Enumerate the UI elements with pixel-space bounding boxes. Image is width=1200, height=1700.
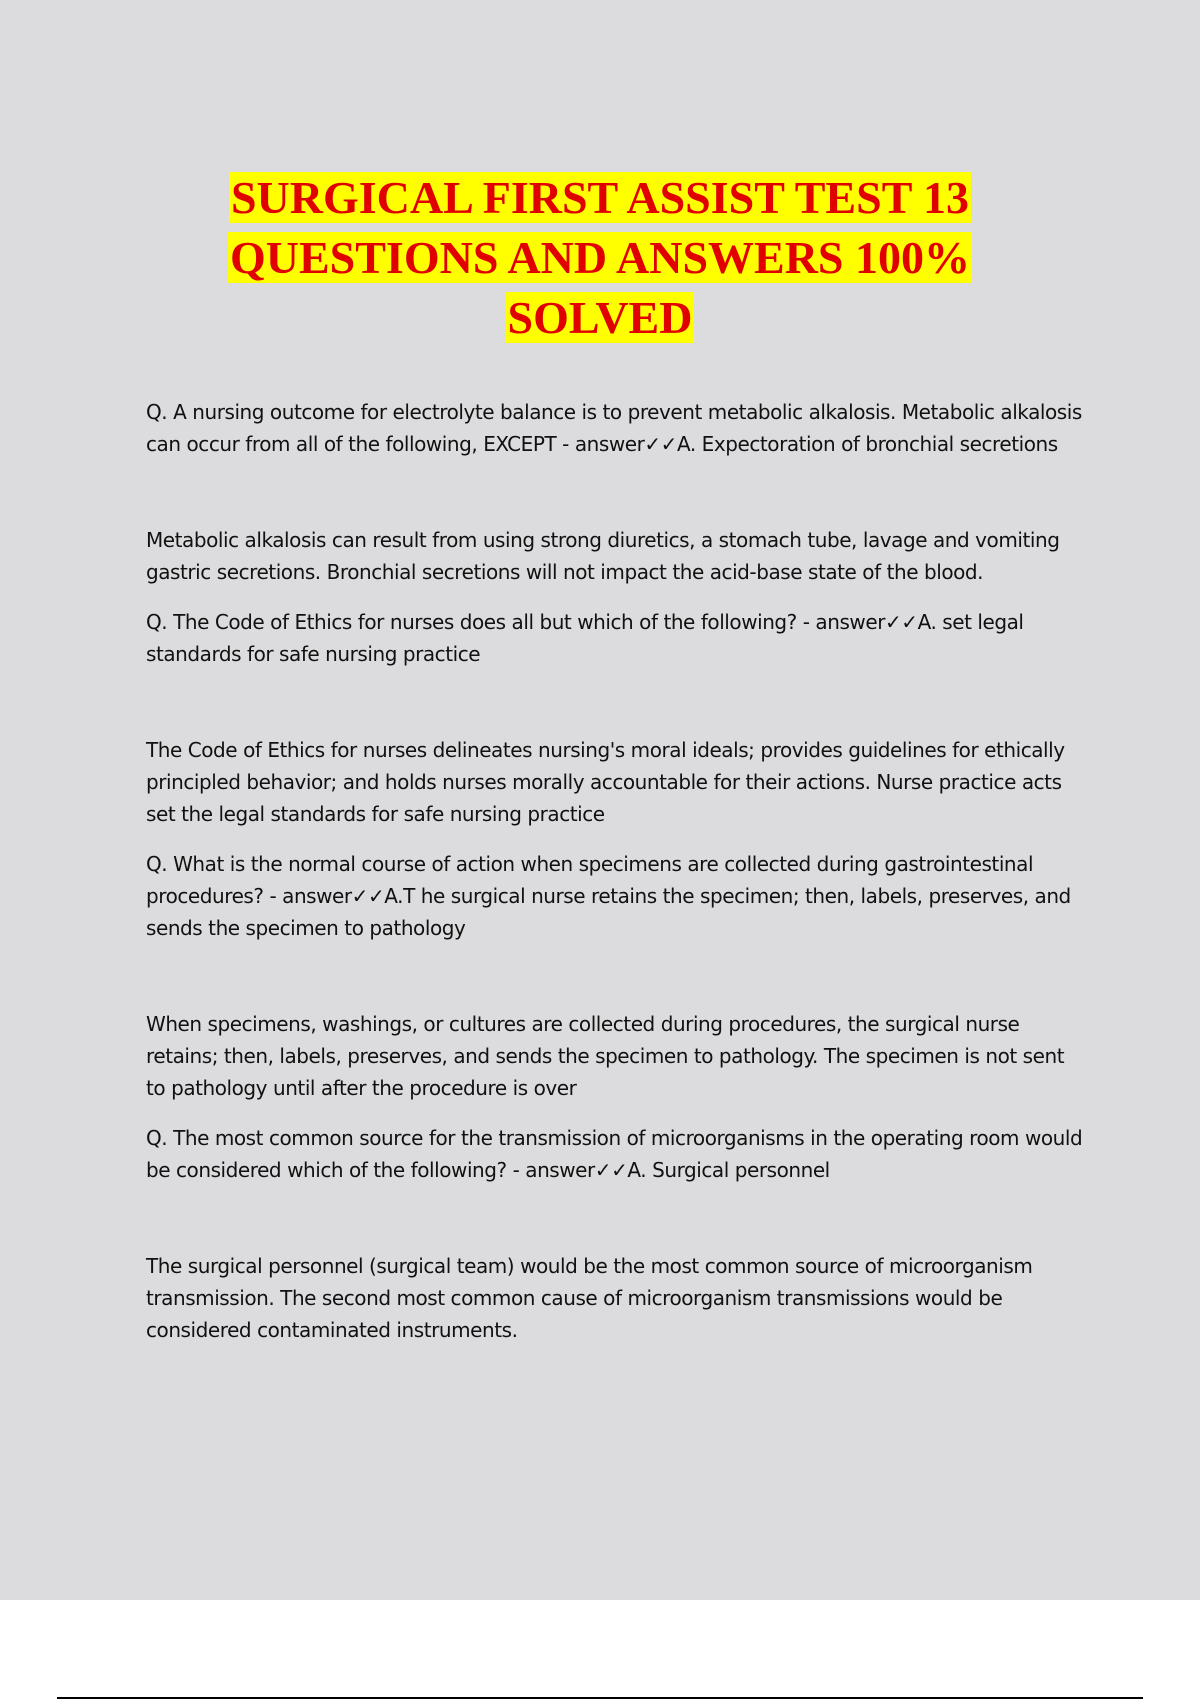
document-title bbox=[150, 168, 1050, 348]
qa-item-1 bbox=[146, 396, 1086, 606]
qa-list bbox=[146, 396, 1086, 1346]
title-line-2 bbox=[150, 228, 1050, 288]
question-text: Q. The most common source for the transmission of microorganisms in the operating room would be considered which of the following? - answer✓✓A. Surgical personnel bbox=[146, 1126, 1083, 1182]
explanation-text: When specimens, washings, or cultures are collected during procedures, the surgical nurse retains; then, labels, preserves, and sends the specimen to pathology. The specimen is not sent to pathology until after the procedure is over bbox=[146, 1012, 1065, 1100]
qa-item-3 bbox=[146, 848, 1086, 1122]
title-line-2-text: QUESTIONS AND ANSWERS 100% bbox=[229, 232, 971, 283]
footer-divider bbox=[57, 1697, 1143, 1699]
question-text: Q. The Code of Ethics for nurses does all but which of the following? - answer✓✓A. set legal standards for safe nursing practice bbox=[146, 610, 1024, 666]
qa-item-4 bbox=[146, 1122, 1086, 1346]
question-text: Q. A nursing outcome for electrolyte balance is to prevent metabolic alkalosis. Metabolic alkalosis can occur from all of the following, EXCEPT - answer✓✓A. Expectoration of bronchial secretions bbox=[146, 400, 1082, 456]
explanation-text: Metabolic alkalosis can result from using strong diuretics, a stomach tube, lavage and vomiting gastric secretions. Bronchial secretions will not impact the acid-base state of the blood. bbox=[146, 528, 1060, 584]
explanation-text: The surgical personnel (surgical team) would be the most common source of microorganism transmission. The second most common cause of microorganism transmissions would be considered contaminated instruments. bbox=[146, 1254, 1033, 1342]
title-line-1 bbox=[150, 168, 1050, 228]
qa-item-2 bbox=[146, 606, 1086, 848]
question-text: Q. What is the normal course of action when specimens are collected during gastrointestinal procedures? - answer✓✓A.T he surgical nurse retains the specimen; then, labels, preserves, and sends the specimen to pathology bbox=[146, 852, 1071, 940]
title-line-3 bbox=[150, 288, 1050, 348]
title-line-1-text: SURGICAL FIRST ASSIST TEST 13 bbox=[230, 172, 970, 223]
explanation-text: The Code of Ethics for nurses delineates nursing's moral ideals; provides guidelines for ethically principled behavior; and holds nurses morally accountable for their actions. Nurse practice acts set the legal standards for safe nursing practice bbox=[146, 738, 1065, 826]
page-footer-area bbox=[0, 1600, 1200, 1700]
title-line-3-text: SOLVED bbox=[507, 292, 693, 343]
